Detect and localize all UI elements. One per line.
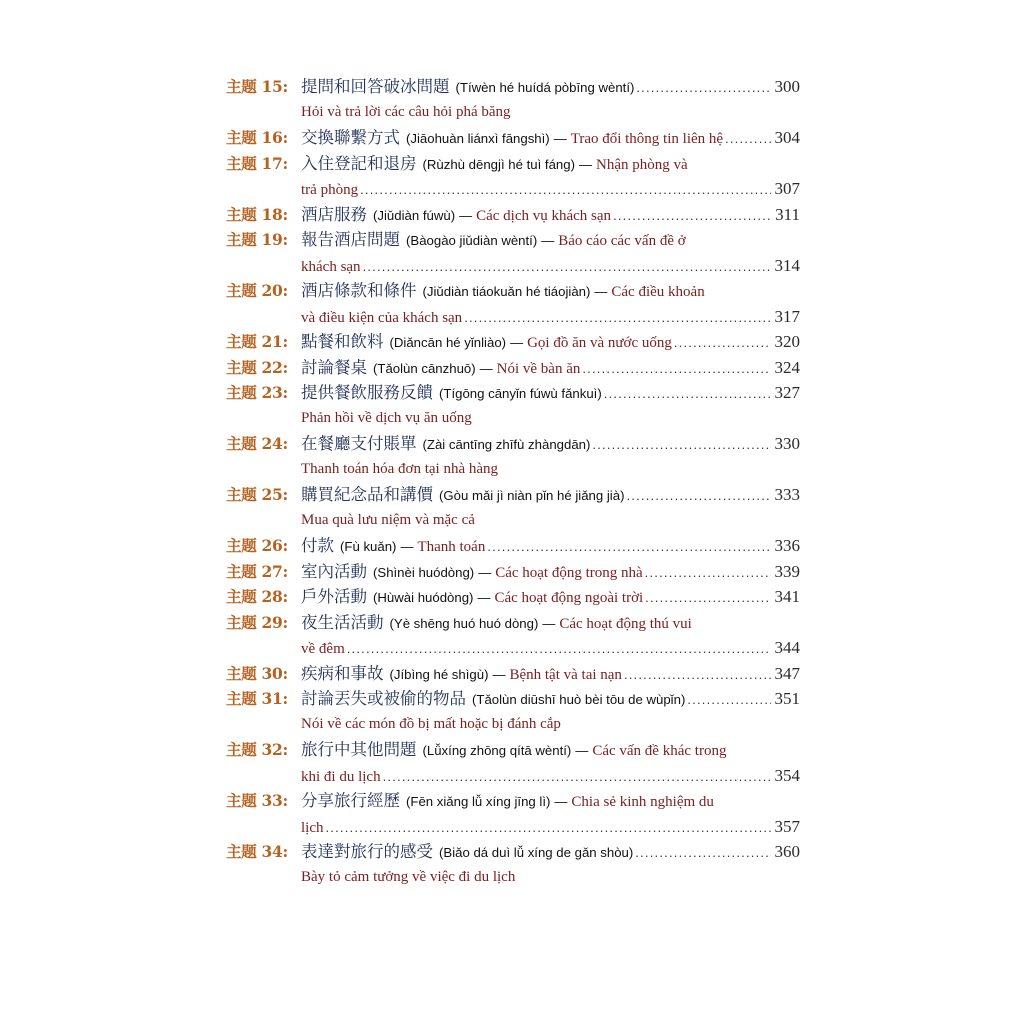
topic-vietnamese: Các hoạt động thú vui	[559, 615, 692, 632]
topic-label: 主题 17:	[226, 153, 288, 173]
topic-vietnamese: Hỏi và trả lời các câu hỏi phá băng	[301, 103, 511, 120]
page-number: 354	[774, 765, 800, 785]
toc-entry	[226, 329, 800, 355]
topic-pinyin: (Hùwài huódòng)	[373, 590, 474, 605]
toc-line	[226, 431, 800, 457]
topic-vietnamese: Các vấn đề khác trong	[592, 743, 727, 759]
toc-entry	[226, 74, 800, 125]
toc-line-body	[301, 584, 800, 610]
page-number: 347	[774, 663, 800, 683]
toc-line-body	[301, 125, 800, 151]
topic-label: 主题 28:	[226, 587, 288, 606]
dot-leader	[674, 330, 771, 355]
dot-leader	[592, 432, 770, 457]
dot-leader	[347, 636, 771, 661]
toc-line-body	[301, 176, 800, 202]
toc-line	[226, 227, 800, 253]
topic-vietnamese: Bệnh tật và tai nạn	[509, 666, 622, 683]
toc-line-body	[301, 763, 800, 789]
toc-entry	[226, 125, 800, 151]
page-number: 336	[774, 536, 800, 555]
dot-leader	[487, 534, 770, 559]
topic-hanzi: 夜生活活動	[301, 612, 384, 632]
topic-vietnamese: khi đi du lịch	[301, 768, 381, 785]
toc-entry	[226, 559, 800, 585]
toc-entry	[226, 151, 800, 202]
toc-line	[226, 329, 800, 355]
toc-line-body	[301, 253, 800, 279]
table-of-contents	[226, 74, 800, 890]
dot-leader	[636, 75, 770, 100]
topic-label: 主题 29:	[226, 612, 288, 632]
topic-hanzi: 交換聯繫方式	[301, 128, 400, 147]
topic-vietnamese: Chia sẻ kinh nghiệm du	[571, 794, 714, 810]
topic-label: 主题 26:	[226, 536, 288, 555]
topic-pinyin: (Jiǔdiàn tiáokuǎn hé tiáojiàn)	[422, 284, 591, 299]
toc-line	[226, 865, 800, 891]
dot-leader	[687, 687, 770, 712]
toc-line	[226, 278, 800, 304]
toc-entry	[226, 661, 800, 687]
toc-entry	[226, 278, 800, 329]
page-number: 333	[774, 485, 800, 504]
dot-leader	[624, 662, 771, 687]
topic-vietnamese: Thanh toán	[417, 539, 486, 555]
topic-pinyin: (Biǎo dá duì lǚ xíng de gǎn shòu)	[439, 845, 634, 860]
toc-line-body	[301, 737, 800, 763]
toc-line-body	[301, 712, 800, 738]
topic-vietnamese: Trao đổi thông tin liên hệ	[570, 131, 724, 147]
toc-line	[226, 686, 800, 712]
em-dash: —	[575, 743, 589, 758]
topic-label: 主题 30:	[226, 663, 288, 683]
topic-vietnamese: Nói về các món đồ bị mất hoặc bị đánh cắp	[301, 715, 561, 732]
topic-pinyin: (Zài cāntīng zhīfù zhàngdān)	[422, 437, 591, 452]
toc-entry	[226, 431, 800, 482]
dot-leader	[383, 764, 771, 789]
topic-pinyin: (Diǎncān hé yǐnliào)	[389, 335, 507, 350]
toc-line	[226, 100, 800, 126]
topic-label: 主题 22:	[226, 357, 288, 377]
toc-line	[226, 559, 800, 585]
page-number: 327	[774, 383, 800, 402]
em-dash: —	[554, 794, 568, 809]
toc-line	[226, 304, 800, 330]
toc-entry	[226, 202, 800, 228]
toc-line	[226, 406, 800, 432]
page-number: 307	[774, 179, 800, 198]
toc-line	[226, 151, 800, 177]
topic-label: 主题 25:	[226, 485, 288, 504]
topic-pinyin: (Rùzhù dēngjì hé tuì fáng)	[422, 156, 575, 172]
toc-line-body	[301, 380, 800, 406]
em-dash: —	[492, 666, 506, 682]
topic-pinyin: (Lǚxíng zhōng qítā wèntí)	[422, 743, 572, 758]
topic-hanzi: 購買紀念品和講價	[301, 485, 433, 504]
toc-entry	[226, 380, 800, 431]
toc-entry	[226, 737, 800, 788]
toc-line-body	[301, 304, 800, 330]
toc-line-body	[301, 329, 800, 355]
toc-line-body	[301, 814, 800, 840]
page-number: 344	[774, 638, 800, 657]
toc-entry	[226, 610, 800, 661]
em-dash: —	[479, 360, 493, 376]
page-number: 311	[775, 204, 800, 224]
dot-leader	[635, 840, 770, 865]
topic-vietnamese: Các hoạt động ngoài trời	[494, 590, 644, 606]
topic-vietnamese: Nhận phòng và	[596, 156, 688, 173]
toc-line	[226, 788, 800, 814]
topic-pinyin: (Tǎolùn cānzhuō)	[373, 360, 476, 376]
topic-vietnamese: khách sạn	[301, 258, 361, 275]
topic-pinyin: (Tígōng cānyǐn fúwù fǎnkuì)	[439, 386, 602, 401]
topic-vietnamese: lịch	[301, 819, 324, 836]
dot-leader	[582, 356, 770, 381]
toc-line-body	[301, 227, 800, 253]
topic-hanzi: 提供餐飲服務反饋	[301, 383, 433, 402]
dot-leader	[645, 560, 771, 585]
toc-line	[226, 635, 800, 661]
toc-line-body	[301, 431, 800, 457]
toc-line	[226, 74, 800, 100]
topic-label: 主题 23:	[226, 383, 288, 402]
toc-line-body	[301, 533, 800, 559]
em-dash: —	[477, 590, 491, 605]
page-number: 339	[774, 561, 800, 581]
toc-entry	[226, 533, 800, 559]
em-dash: —	[541, 233, 555, 248]
toc-line-body	[301, 635, 800, 661]
toc-line	[226, 202, 800, 228]
topic-vietnamese: Mua quà lưu niệm và mặc cả	[301, 511, 475, 528]
toc-line-body	[301, 661, 800, 687]
topic-hanzi: 討論餐桌	[301, 357, 367, 377]
topic-label: 主题 19:	[226, 230, 288, 249]
toc-line-body	[301, 508, 800, 534]
toc-line-body	[301, 406, 800, 432]
page-number: 304	[774, 128, 800, 147]
page-number: 320	[774, 332, 800, 351]
toc-line	[226, 610, 800, 636]
topic-vietnamese: Báo cáo các vấn đề ở	[558, 233, 686, 249]
topic-vietnamese: Gọi đồ ăn và nước uống	[527, 335, 672, 351]
dot-leader	[725, 126, 770, 151]
dot-leader	[645, 585, 770, 610]
topic-hanzi: 在餐廳支付賬單	[301, 434, 417, 453]
toc-line-body	[301, 686, 800, 712]
topic-hanzi: 室內活動	[301, 561, 367, 581]
dot-leader	[363, 254, 771, 279]
toc-line-body	[301, 278, 800, 304]
toc-line	[226, 839, 800, 865]
topic-vietnamese: trả phòng	[301, 182, 359, 198]
em-dash: —	[510, 335, 524, 350]
topic-vietnamese: về đêm	[301, 641, 345, 657]
topic-hanzi: 酒店服務	[301, 204, 367, 224]
topic-label: 主题 24:	[226, 434, 288, 453]
page-number: 300	[774, 77, 800, 96]
topic-vietnamese: Bày tỏ cảm tưởng về việc đi du lịch	[301, 868, 516, 885]
topic-label: 主题 15:	[226, 77, 288, 96]
toc-line	[226, 253, 800, 279]
toc-entry	[226, 355, 800, 381]
toc-line	[226, 763, 800, 789]
em-dash: —	[594, 284, 608, 299]
topic-hanzi: 戶外活動	[301, 587, 367, 606]
toc-line	[226, 482, 800, 508]
topic-hanzi: 提問和回答破冰問題	[301, 77, 450, 96]
toc-line	[226, 176, 800, 202]
topic-hanzi: 表達對旅行的感受	[301, 842, 433, 861]
toc-entry	[226, 686, 800, 737]
toc-line	[226, 712, 800, 738]
toc-line-body	[301, 202, 800, 228]
topic-label: 主题 18:	[226, 204, 288, 224]
topic-pinyin: (Shìnèi huódòng)	[373, 564, 475, 580]
topic-hanzi: 疾病和事故	[301, 663, 384, 683]
topic-pinyin: (Tíwèn hé huídá pòbīng wèntí)	[455, 80, 635, 95]
dot-leader	[326, 815, 771, 840]
em-dash: —	[478, 564, 492, 580]
topic-pinyin: (Jiāohuàn liánxì fāngshì)	[406, 131, 550, 146]
topic-hanzi: 入住登記和退房	[301, 153, 417, 173]
topic-label: 主题 27:	[226, 561, 288, 581]
topic-pinyin: (Fēn xiǎng lǚ xíng jīng lì)	[406, 794, 551, 809]
toc-line-body	[301, 482, 800, 508]
page-number: 314	[774, 255, 800, 275]
topic-label: 主题 20:	[226, 281, 288, 300]
topic-vietnamese: Nói về bàn ăn	[496, 360, 581, 377]
toc-entry	[226, 584, 800, 610]
topic-hanzi: 付款	[301, 536, 334, 555]
topic-pinyin: (Fù kuǎn)	[340, 539, 397, 554]
topic-pinyin: (Gòu mǎi jì niàn pǐn hé jiǎng jià)	[439, 488, 625, 503]
dot-leader	[464, 305, 770, 330]
em-dash: —	[400, 539, 414, 554]
topic-hanzi: 分享旅行經歷	[301, 791, 400, 810]
toc-line	[226, 737, 800, 763]
em-dash: —	[553, 131, 567, 146]
topic-label: 主题 32:	[226, 740, 288, 759]
dot-leader	[360, 177, 770, 202]
dot-leader	[604, 381, 771, 406]
toc-line	[226, 661, 800, 687]
toc-line-body	[301, 74, 800, 100]
toc-line-body	[301, 559, 800, 585]
topic-hanzi: 點餐和飲料	[301, 332, 384, 351]
topic-vietnamese: và điều kiện của khách sạn	[301, 309, 463, 326]
toc-line-body	[301, 151, 800, 177]
topic-pinyin: (Jíbìng hé shìgù)	[389, 666, 489, 682]
toc-line	[226, 125, 800, 151]
toc-line-body	[301, 100, 800, 126]
toc-line	[226, 533, 800, 559]
page-number: 324	[774, 357, 800, 377]
toc-line-body	[301, 355, 800, 381]
em-dash: —	[579, 156, 592, 172]
topic-hanzi: 報告酒店問題	[301, 230, 400, 249]
topic-pinyin: (Tǎolùn diūshī huò bèi tōu de wùpǐn)	[472, 692, 686, 707]
dot-leader	[626, 483, 770, 508]
page-number: 351	[774, 689, 800, 708]
topic-hanzi: 酒店條款和條件	[301, 281, 417, 300]
topic-vietnamese: Các hoạt động trong nhà	[495, 564, 643, 581]
page-number: 357	[774, 816, 800, 836]
toc-entry	[226, 788, 800, 839]
toc-line-body	[301, 839, 800, 865]
toc-line-body	[301, 610, 800, 636]
page-number: 341	[774, 587, 800, 606]
toc-line	[226, 508, 800, 534]
em-dash: —	[459, 207, 473, 223]
topic-vietnamese: Thanh toán hóa đơn tại nhà hàng	[301, 460, 499, 477]
topic-pinyin: (Jiǔdiàn fúwù)	[373, 207, 456, 223]
topic-label: 主题 33:	[226, 791, 288, 810]
toc-line-body	[301, 457, 800, 483]
topic-label: 主题 34:	[226, 842, 288, 861]
dot-leader	[613, 203, 771, 228]
page-number: 360	[774, 842, 800, 861]
toc-line-body	[301, 865, 800, 891]
page-number: 317	[774, 306, 800, 326]
page-number: 330	[774, 434, 800, 453]
topic-vietnamese: Phản hồi về dịch vụ ăn uống	[301, 409, 472, 426]
toc-entry	[226, 227, 800, 278]
topic-hanzi: 旅行中其他問題	[301, 740, 417, 759]
topic-label: 主题 31:	[226, 689, 288, 708]
topic-pinyin: (Yè shēng huó huó dòng)	[389, 615, 539, 631]
toc-entry	[226, 482, 800, 533]
topic-label: 主题 16:	[226, 128, 288, 147]
topic-vietnamese: Các điều khoản	[611, 284, 705, 300]
topic-label: 主题 21:	[226, 332, 288, 351]
topic-vietnamese: Các dịch vụ khách sạn	[476, 207, 612, 224]
topic-pinyin: (Bàogào jiǔdiàn wèntí)	[406, 233, 538, 248]
toc-line-body	[301, 788, 800, 814]
toc-line	[226, 584, 800, 610]
toc-line	[226, 355, 800, 381]
toc-line	[226, 814, 800, 840]
toc-line	[226, 380, 800, 406]
topic-hanzi: 討論丟失或被偷的物品	[301, 689, 466, 708]
em-dash: —	[542, 615, 556, 631]
toc-line	[226, 457, 800, 483]
toc-entry	[226, 839, 800, 890]
